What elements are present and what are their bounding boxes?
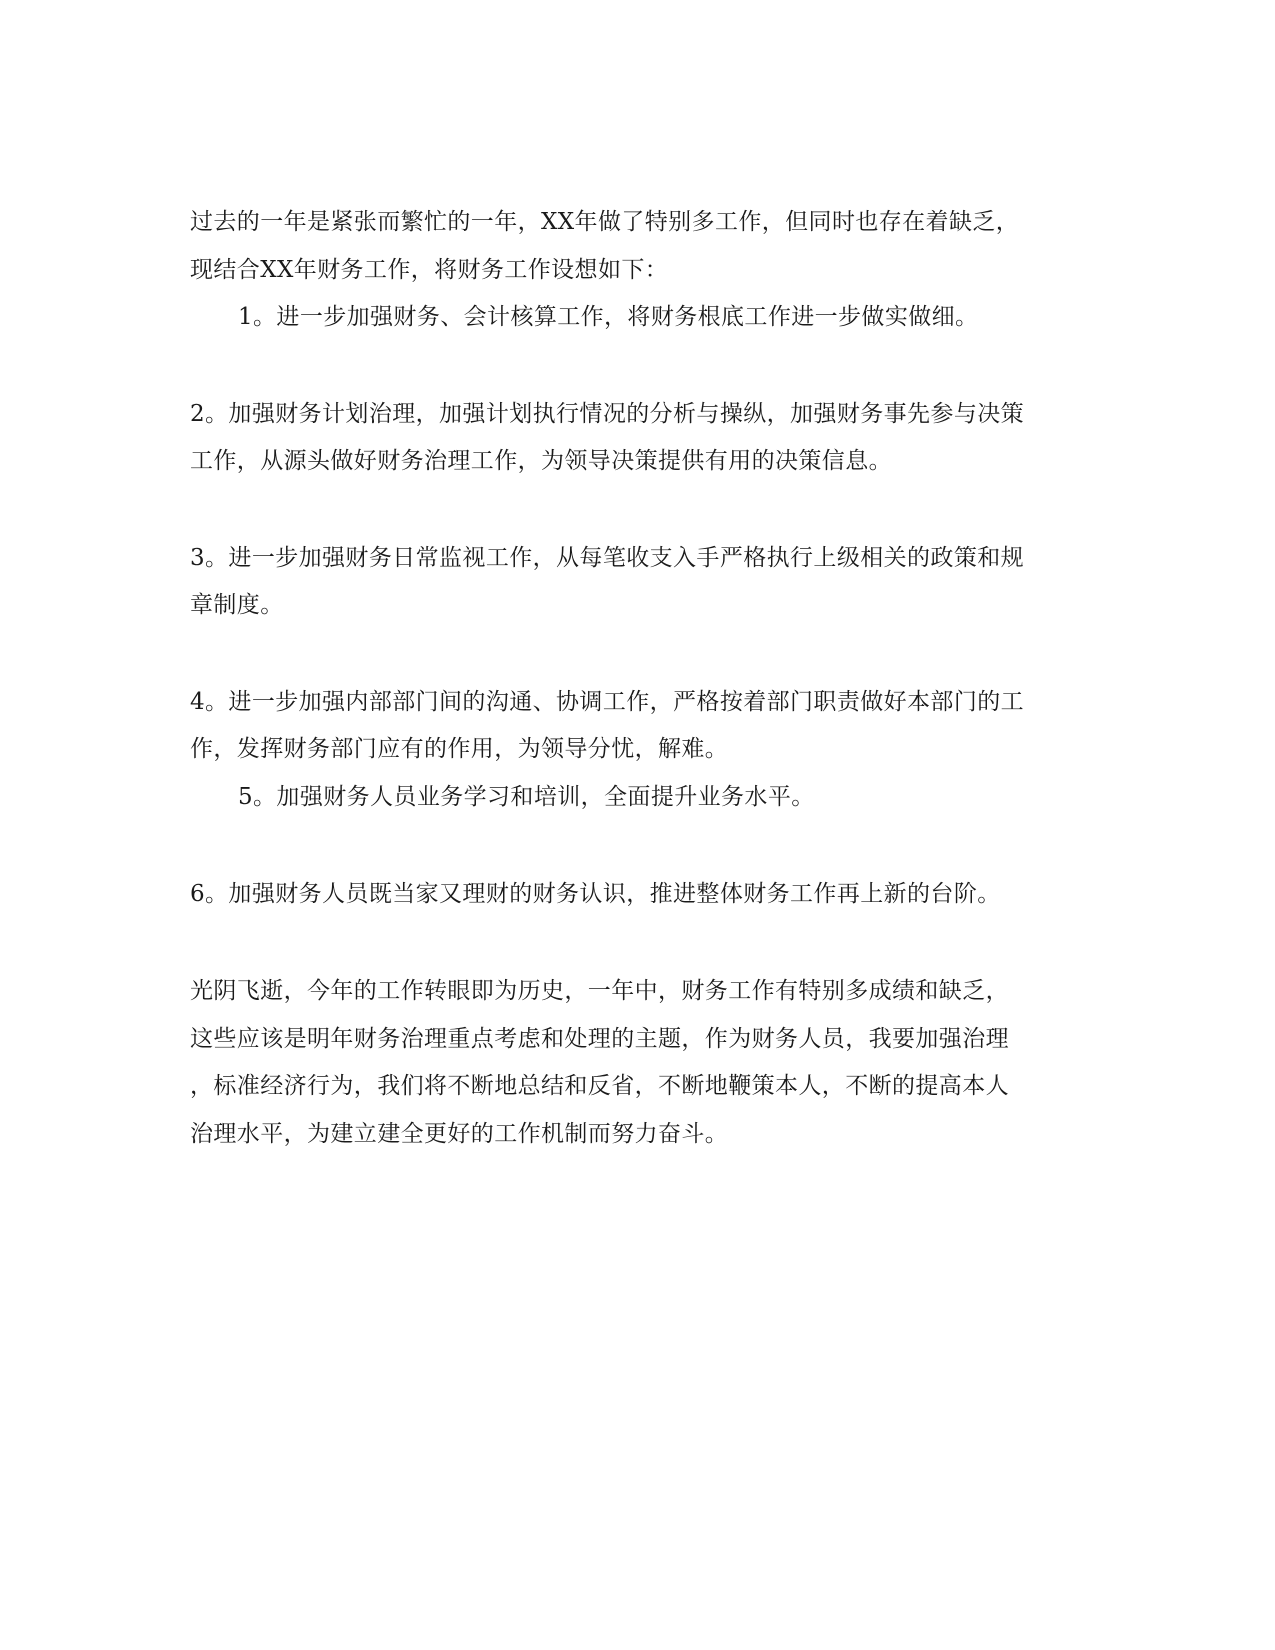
item-4-line-2: 作，发挥财务部门应有的作用，为领导分忧，解难。	[190, 736, 729, 762]
intro-line-2: 现结合XX年财务工作，将财务工作设想如下：	[190, 257, 669, 283]
item-4-line-1: 4。进一步加强内部部门间的沟通、协调工作，严格按着部门职责做好本部门的工	[190, 689, 1025, 715]
item-1-line-1: 1。进一步加强财务、会计核算工作，将财务根底工作进一步做实做细。	[238, 304, 979, 330]
item-3-line-2: 章制度。	[190, 592, 284, 618]
intro-line-1: 过去的一年是紧张而繁忙的一年，XX年做了特别多工作，但同时也存在着缺乏，	[190, 209, 1020, 235]
item-2-line-1: 2。加强财务计划治理，加强计划执行情况的分析与操纵，加强财务事先参与决策	[190, 401, 1025, 427]
item-3-line-1: 3。进一步加强财务日常监视工作，从每笔收支入手严格执行上级相关的政策和规	[190, 545, 1025, 571]
closing-line-3: ，标准经济行为，我们将不断地总结和反省，不断地鞭策本人，不断的提高本人	[190, 1073, 1009, 1099]
closing-line-4: 治理水平，为建立建全更好的工作机制而努力奋斗。	[190, 1121, 729, 1147]
item-6-line-1: 6。加强财务人员既当家又理财的财务认识，推进整体财务工作再上新的台阶。	[190, 881, 1001, 907]
item-2-line-2: 工作，从源头做好财务治理工作，为领导决策提供有用的决策信息。	[190, 448, 892, 474]
item-5-line-1: 5。加强财务人员业务学习和培训，全面提升业务水平。	[238, 784, 815, 810]
closing-line-2: 这些应该是明年财务治理重点考虑和处理的主题，作为财务人员，我要加强治理	[190, 1026, 1009, 1052]
closing-line-1: 光阴飞逝，今年的工作转眼即为历史，一年中，财务工作有特别多成绩和缺乏，	[190, 978, 1009, 1004]
